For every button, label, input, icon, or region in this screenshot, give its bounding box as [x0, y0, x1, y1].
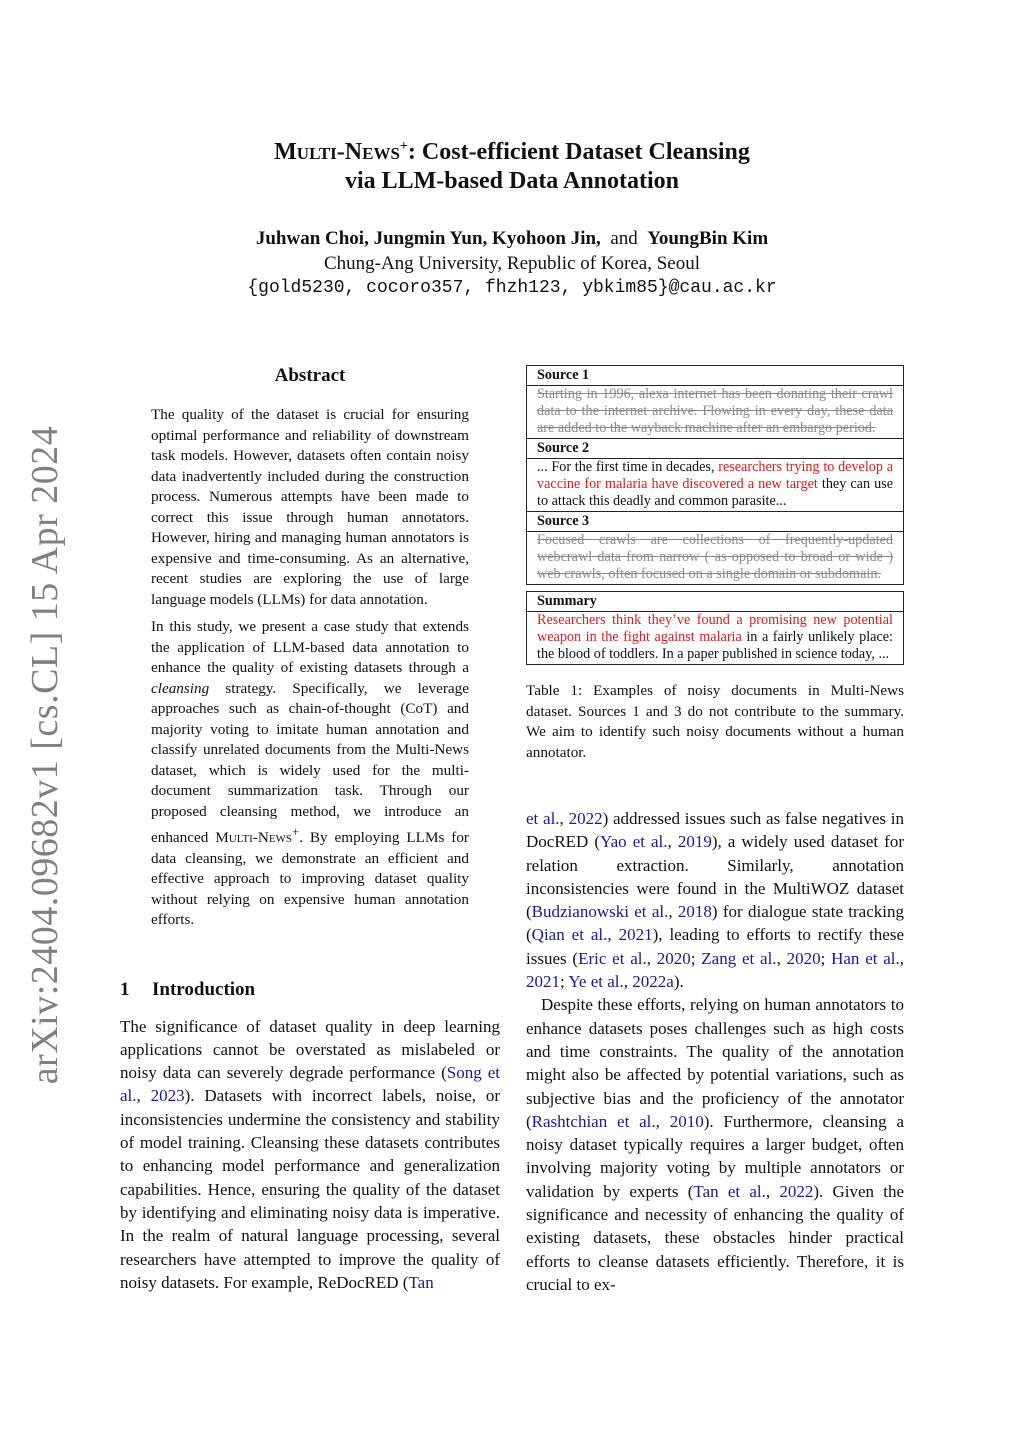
introduction-paragraph [120, 1015, 500, 1295]
title-plus: + [399, 139, 408, 154]
right-column [526, 365, 904, 1296]
abstract-body [151, 405, 469, 931]
body-text-run: ), leading to efforts to rectify these issues ( [526, 925, 904, 968]
arxiv-identifier: arXiv:2404.09682v1 [cs.CL] 15 Apr 2024 [24, 425, 66, 1085]
citation-link[interactable]: Song et al. [120, 1063, 500, 1106]
abstract-paragraph-2 [151, 617, 469, 931]
source-3-label: Source 3 [527, 511, 903, 532]
body-text-run: Despite these efforts, relying on human annotators to enhance datasets poses challenges such as high costs and time constraints. The quality of the annotation might also be affected by potential variations, such as subjective bias and the proficiency of the annotator ( [526, 995, 904, 1131]
source-2-part-b: they can use to attack this deadly and common parasite... [537, 476, 893, 509]
summary-highlight: Researchers think they’ve found a promising new potential weapon in the fight against malaria [537, 612, 893, 645]
title-dataset-name: Multi-News [274, 139, 400, 165]
author-names: Juhwan Choi, Jungmin Yun, Kyohoon Jin, [255, 228, 601, 249]
title-rest: : Cost-efficient Dataset Cleansing [407, 139, 750, 165]
right-body-text [526, 807, 904, 1296]
author-and: and [610, 228, 638, 249]
abstract-p2-dataset: Multi-News [215, 829, 293, 847]
citation-link[interactable]: Rashtchian et al. [531, 1111, 656, 1131]
citation-link[interactable]: Eric et al. [578, 948, 647, 968]
body-text-run: ; [820, 948, 832, 968]
citation-link[interactable]: Zang et al. [701, 948, 777, 968]
body-paragraph-1 [526, 807, 904, 993]
intro-text-3: ). Datasets with incorrect labels, noise, or inconsistencies undermine the consistency and stability of model training. Cleansing these datasets contributes to enhancing model performance and generalization capabilities. Hence, ensuring the quality of the dataset by identifying and eliminating noisy data is imperative. In the realm of natural language processing, several researchers have attempted to improve the quality of noisy datasets. For example, ReDocRED ( [120, 1086, 501, 1292]
citation-link[interactable]: 2010 [669, 1111, 704, 1131]
body-text-run: , [646, 948, 657, 968]
citation-link[interactable]: Qian et al. [531, 925, 608, 945]
paper-title [0, 132, 1024, 196]
body-text-run: ; [560, 972, 569, 992]
citation-link[interactable]: 2021 [618, 925, 653, 945]
body-text-run: ) for dialogue state tracking ( [526, 902, 905, 945]
body-text-run: ; [690, 948, 702, 968]
body-text-run: ), a widely used dataset for relation extraction. Similarly, annotation inconsistencies were found in the MultiWOZ dataset ( [526, 832, 904, 922]
citation-link[interactable]: 2020 [786, 948, 821, 968]
table-caption: Table 1: Examples of noisy documents in Multi-News dataset. Sources 1 and 3 do not contribute to the summary. We aim to identify such noisy documents without a human annotator. [526, 682, 904, 761]
citation-link[interactable]: Budzianowski et al. [531, 902, 669, 922]
body-text-run: ). Furthermore, cleansing a noisy dataset typically requires a larger budget, often involving majority voting by multiple annotators or validation by experts ( [526, 1111, 904, 1201]
section-number: 1 [120, 978, 130, 1000]
summary-rest: in a fairly unlikely place: the blood of toddlers. In a paper published in science today, ... [537, 629, 893, 662]
abstract-p2-part-a: In this study, we present a case study that extends the application of LLM-based data annotation to enhance the quality of existing datasets through a [151, 618, 469, 676]
body-text-run: , [668, 902, 678, 922]
source-2-part-a: ... For the first time in decades, [537, 459, 719, 475]
intro-text-2: , [136, 1086, 151, 1106]
abstract-p2-emphasis: cleansing [151, 679, 210, 697]
body-text-run: , [667, 832, 678, 852]
abstract-paragraph-1: The quality of the dataset is crucial for ensuring optimal performance and reliability of downstream task models. However, datasets often contain noisy data inadvertently included during the construction process. Numerous attempts have been made to correct this issue through human annotators. However, hiring and managing human annotators is expensive and time-consuming. As an alternative, recent studies are exploring the use of large language models (LLMs) for data annotation. [151, 406, 469, 608]
title-line-2: via LLM-based Data Annotation [344, 168, 680, 194]
example-table [526, 365, 904, 585]
abstract-p2-part-b: strategy. Specifically, we leverage approaches such as chain-of-thought (CoT) and majority voting to imitate human annotation and classify unrelated documents from the Multi-News dataset, which is widely used for the multi-document summarization task. Through our proposed cleansing method, we introduce an enhanced [151, 679, 469, 847]
intro-text-1: The significance of dataset quality in deep learning applications cannot be overstated as mislabeled or noisy data can severely degrade performance ( [120, 1016, 500, 1083]
affiliation: Chung-Ang University, Republic of Korea, Seoul [323, 253, 701, 274]
body-paragraph-2 [526, 993, 904, 1296]
citation-link[interactable]: 2019 [677, 832, 712, 852]
body-text-run: , [655, 1111, 670, 1131]
citation-link[interactable]: 2022a [632, 972, 674, 992]
author-block [0, 226, 1024, 301]
citation-link[interactable]: 2023 [150, 1086, 185, 1106]
citation-link[interactable]: 2022 [779, 1181, 814, 1201]
source-1-text: Starting in 1996, alexa internet has been donating their crawl data to the internet archive. Flowing in every day, these data are added to the wayback machine after an embargo period. [537, 386, 893, 436]
body-text-run: , [623, 972, 633, 992]
summary-text [527, 612, 903, 664]
summary-table [526, 591, 904, 665]
citation-link[interactable]: Tan et al. [693, 1181, 766, 1201]
source-2-label: Source 2 [527, 438, 903, 459]
citation-link[interactable]: Han et al. [831, 948, 900, 968]
body-text-run: , [607, 925, 619, 945]
body-text-run: ). Given the significance and necessity of enhancing the quality of existing datasets, these obstacles hinder practical efforts to cleanse datasets efficiently. Therefore, it is crucial to ex- [526, 1181, 904, 1294]
source-2-highlight: researchers trying to develop a vaccine for malaria have discovered a new target [537, 459, 893, 492]
citation-link[interactable]: 2018 [677, 902, 712, 922]
abstract-p2-part-c: . By employing LLMs for data cleansing, we demonstrate an efficient and effective approach to improving dataset quality without relying on expensive human annotation efforts. [151, 829, 469, 929]
section-title: Introduction [152, 978, 256, 1000]
body-text-run: , [776, 948, 787, 968]
citation-link[interactable]: Ye et al. [568, 972, 624, 992]
source-2-text [527, 459, 903, 511]
source-3-text: Focused crawls are collections of frequently-updated webcrawl data from narrow ( as opposed to broad or wide ) web crawls, often focused on a single domain or subdomain. [537, 532, 893, 582]
body-text-run: , [765, 1181, 780, 1201]
citation-link[interactable]: Yao et al. [600, 832, 668, 852]
citation-link[interactable]: 2021 [526, 972, 560, 992]
abstract-p2-plus: + [292, 825, 300, 839]
author-emails: {gold5230, cocoro357, fhzh123, ybkim85}@cau.ac.kr [247, 278, 777, 298]
abstract-heading: Abstract [274, 365, 346, 386]
citation-link[interactable]: 2020 [656, 948, 691, 968]
body-text-run: , [899, 948, 905, 968]
section-heading-introduction [120, 979, 500, 1001]
source-1-label: Source 1 [527, 366, 903, 386]
citation-link[interactable]: et al. [526, 809, 560, 828]
summary-label: Summary [527, 592, 903, 612]
left-column [120, 365, 500, 1294]
citation-link[interactable]: 2022 [568, 809, 603, 828]
body-text-run: ) addressed issues such as false negatives in DocRED ( [526, 809, 905, 852]
body-text-run: , [559, 809, 569, 828]
body-text-run: ). [673, 972, 684, 992]
author-last: YoungBin Kim [647, 228, 769, 249]
citation-link[interactable]: Tan [408, 1272, 434, 1292]
arxiv-sidebar [22, 425, 68, 1085]
